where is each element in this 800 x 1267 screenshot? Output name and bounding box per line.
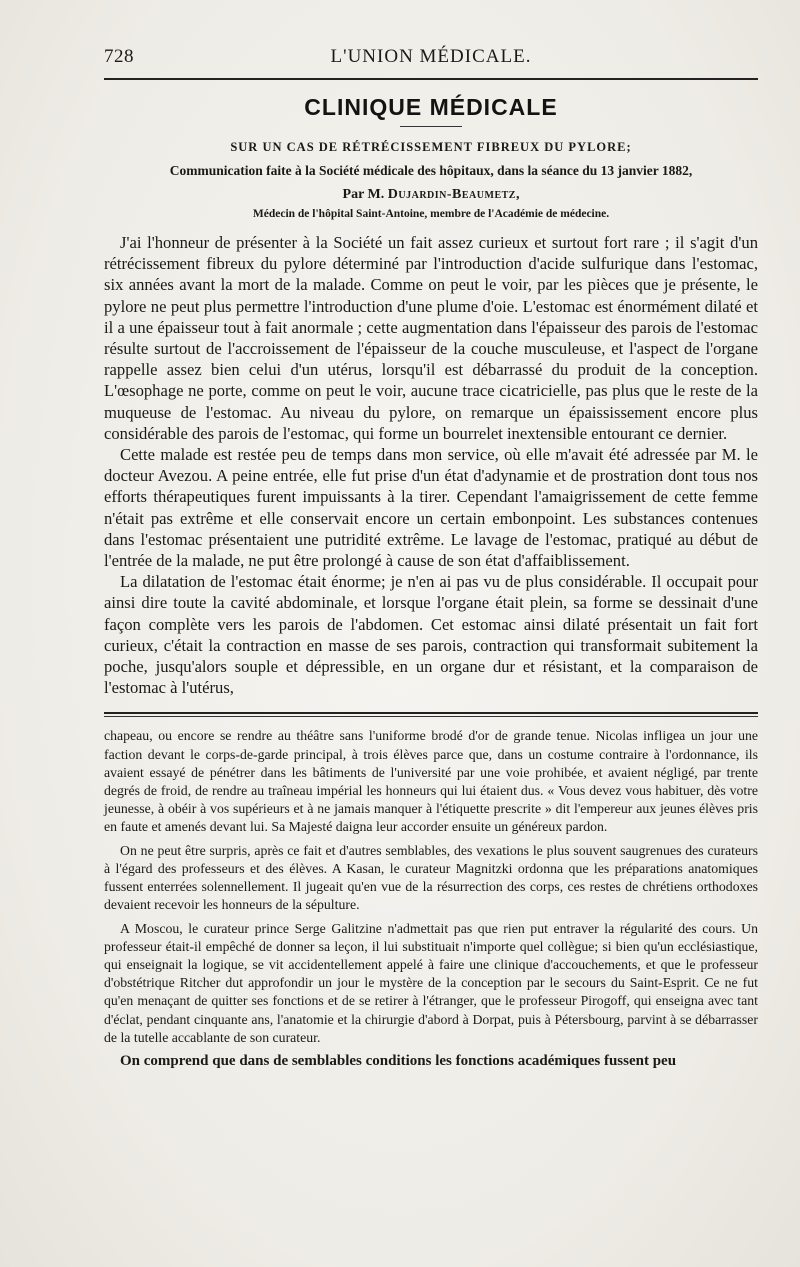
feuilleton-paragraph: A Moscou, le curateur prince Serge Galitzine n'admettait pas que rien put entraver la régularité des cours. Un professeur était-il empêché de donner sa leçon, il lui substituait n'importe quel collègue; si bien qu'un ecclésiastique, qui enseignait la logique, se vit accidentellement appelé à faire une clinique d'accouchements, et que le professeur d'obstétrique Ritcher dut approfondir un jour le mystère de la conception par le secours du Saint-Esprit. Ce ne fut qu'en menaçant de quitter ses fonctions et de se retirer à l'étranger, que le professeur Pirogoff, qui enseigna avec tant d'éclat, pendant cinquante ans, l'anatomie et la chirurgie d'abord à Dorpat, puis à Pétersbourg, parvint à se débarrasser de la tutelle accablante de son curateur. xyxy=(104,920,758,1045)
author-name: Dujardin-Beaumetz xyxy=(387,187,516,202)
section-title: CLINIQUE MÉDICALE xyxy=(304,94,558,120)
article-body xyxy=(104,232,758,698)
title-rule xyxy=(400,126,462,127)
communication-note: Communication faite à la Société médicale des hôpitaux, dans la séance du 13 janvier 1882, xyxy=(169,163,693,178)
running-head xyxy=(104,38,758,68)
article-paragraph: J'ai l'honneur de présenter à la Société un fait assez curieux et surtout fort rare ; il s'agit d'un rétrécissement fibreux du pylore déterminé par l'introduction d'acide sulfurique dans l'estomac, six années avant la mort de la malade. Comme on peut le voir, par les pièces que je présente, le pylore ne peut plus permettre l'introduction d'une plume d'oie. L'estomac est énormément dilaté et il a une épaisseur tout à fait anormale ; cette augmentation dans l'épaisseur des parois de l'estomac résulte surtout de l'accroissement de l'épaisseur de la couche musculeuse, et l'aspect de l'organe rappelle assez bien celui d'un utérus, lorsqu'il est débarrassé du produit de la conception. L'œsophage ne porte, comme on peut le voir, aucune trace cicatricielle, pas plus que le reste de la muqueuse de l'estomac. Au niveau du pylore, on remarque un épaississement encore plus considérable des parois de l'estomac, qui forme un bourrelet inextensible entourant ce dernier. xyxy=(104,233,758,443)
article-paragraph: Cette malade est restée peu de temps dans mon service, où elle m'avait été adressée par M. le docteur Avezou. A peine entrée, elle fut prise d'un état d'adynamie et de prostration dont tous nos efforts thérapeutiques furent impuissants à la tirer. Cependant l'amaigrissement de cette femme n'était pas extrême et elle conservait encore un certain embonpoint. Les substances contenues dans l'estomac présentaient une putridité extrême. Le lavage de l'estomac, pratiqué au début de l'entrée de la malade, ne put être prolongé à cause de son état d'affaiblissement. xyxy=(104,445,758,571)
article-paragraph: La dilatation de l'estomac était énorme; je n'en ai pas vu de plus considérable. Il occupait pour ainsi dire toute la cavité abdominale, et lorsque l'organe était plein, sa forme se dessinait d'une façon complète vers les parois de l'abdomen. Cet estomac ainsi dilaté présentait un fait fort curieux, c'était la contraction en masse de ses parois, contraction qui transformait subitement la poche, jusqu'alors souple et dépressible, en un organe dur et résistant, et la comparaison de l'estomac à l'utérus, xyxy=(104,572,758,698)
author-prefix: Par M. xyxy=(342,187,385,202)
feuilleton-text xyxy=(104,727,758,1070)
author-affiliation: Médecin de l'hôpital Saint-Antoine, membre de l'Académie de médecine. xyxy=(252,208,610,220)
feuilleton-rule-thin xyxy=(104,716,758,717)
feuilleton-paragraph: chapeau, ou encore se rendre au théâtre sans l'uniforme brodé d'or de grande tenue. Nicolas infligea un jour une faction devant le corps-de-garde principal, à trois élèves parce que, dans un costume contraire à l'ordonnance, ils avaient essayé de pénétrer dans les bâtiments de l'université par une voie prohibée, et avaient négligé, par trente degrés de froid, de rendre au traîneau impérial les honneurs qui lui étaient dus. « Vous devez vous habituer, dès votre jeunesse, à obéir à vos supérieurs et à ne jamais manquer à l'étiquette prescrite » dit l'empereur aux jeunes élèves pris en faute et amenés devant lui. Sa Majesté daigna leur accorder ensuite un généreux pardon. xyxy=(104,728,758,835)
feuilleton-paragraph: On comprend que dans de semblables conditions les fonctions académiques fussent peu xyxy=(120,1052,677,1069)
author-line xyxy=(104,187,758,203)
page-number: 728 xyxy=(104,46,134,67)
journal-title: L'UNION MÉDICALE. xyxy=(330,46,532,67)
header-rule xyxy=(104,78,758,80)
feuilleton-paragraph: On ne peut être surpris, après ce fait et d'autres semblables, des vexations le plus souvent saugrenues des curateurs à l'égard des professeurs et des élèves. A Kasan, le curateur Magnitzki ordonna que les préparations anatomiques fussent enterrées solennellement. Il jugeait qu'en vue de la résurrection des corps, ces restes de chrétiens orthodoxes devaient recevoir les honneurs de la sépulture. xyxy=(104,842,758,913)
feuilleton-rule xyxy=(104,712,758,714)
article-subtitle: SUR UN CAS DE RÉTRÉCISSEMENT FIBREUX DU PYLORE; xyxy=(230,140,632,154)
author-suffix: , xyxy=(515,187,520,202)
